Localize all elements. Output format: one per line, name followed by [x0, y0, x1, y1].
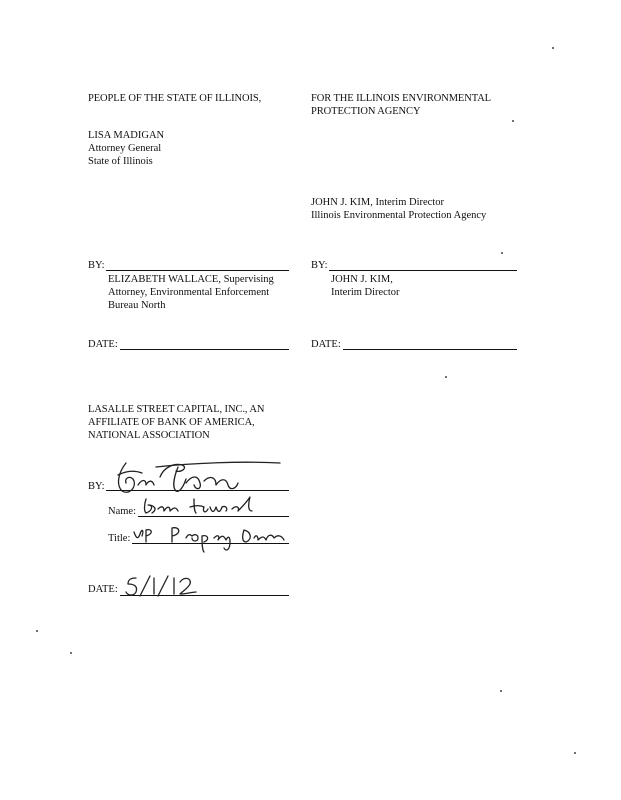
lasalle-heading-line3: NATIONAL ASSOCIATION [88, 430, 210, 441]
scan-speck [500, 690, 502, 692]
scan-speck [512, 120, 514, 122]
state-by-label: BY: [88, 260, 105, 271]
scan-speck [574, 752, 576, 754]
lasalle-date-handwriting [122, 574, 202, 598]
scan-speck [36, 630, 38, 632]
agency-date-label: DATE: [311, 339, 341, 350]
lasalle-signature-image [112, 455, 287, 497]
state-signature-line[interactable] [106, 270, 289, 271]
lasalle-name-label: Name: [108, 506, 136, 517]
director-line1: JOHN J. KIM, Interim Director [311, 197, 444, 208]
agency-heading-line2: PROTECTION AGENCY [311, 106, 421, 117]
lasalle-name-handwriting [140, 493, 270, 517]
agency-heading-line1: FOR THE ILLINOIS ENVIRONMENTAL [311, 93, 491, 104]
scan-speck [501, 252, 503, 254]
lasalle-heading-line1: LASALLE STREET CAPITAL, INC., AN [88, 404, 265, 415]
attorney-state: State of Illinois [88, 156, 153, 167]
scan-speck [445, 376, 447, 378]
attorney-name: LISA MADIGAN [88, 130, 165, 141]
lasalle-heading-line2: AFFILIATE OF BANK OF AMERICA, [88, 417, 255, 428]
agency-date-line[interactable] [343, 349, 517, 350]
agency-signature-line[interactable] [329, 270, 517, 271]
state-heading: PEOPLE OF THE STATE OF ILLINOIS, [88, 93, 262, 104]
lasalle-by-label: BY: [88, 481, 105, 492]
lasalle-title-label: Title: [108, 533, 131, 544]
state-signer-line1: ELIZABETH WALLACE, Supervising [108, 274, 274, 285]
attorney-title: Attorney General [88, 143, 162, 154]
lasalle-title-handwriting [132, 522, 292, 556]
scan-speck [70, 652, 72, 654]
agency-signer-line1: JOHN J. KIM, [331, 274, 393, 285]
state-date-label: DATE: [88, 339, 118, 350]
lasalle-date-label: DATE: [88, 584, 118, 595]
state-date-line[interactable] [120, 349, 289, 350]
agency-by-label: BY: [311, 260, 328, 271]
agency-signer-line2: Interim Director [331, 287, 400, 298]
director-line2: Illinois Environmental Protection Agency [311, 210, 487, 221]
state-signer-line2: Attorney, Environmental Enforcement [108, 287, 270, 298]
scan-speck [552, 47, 554, 49]
state-signer-line3: Bureau North [108, 300, 166, 311]
